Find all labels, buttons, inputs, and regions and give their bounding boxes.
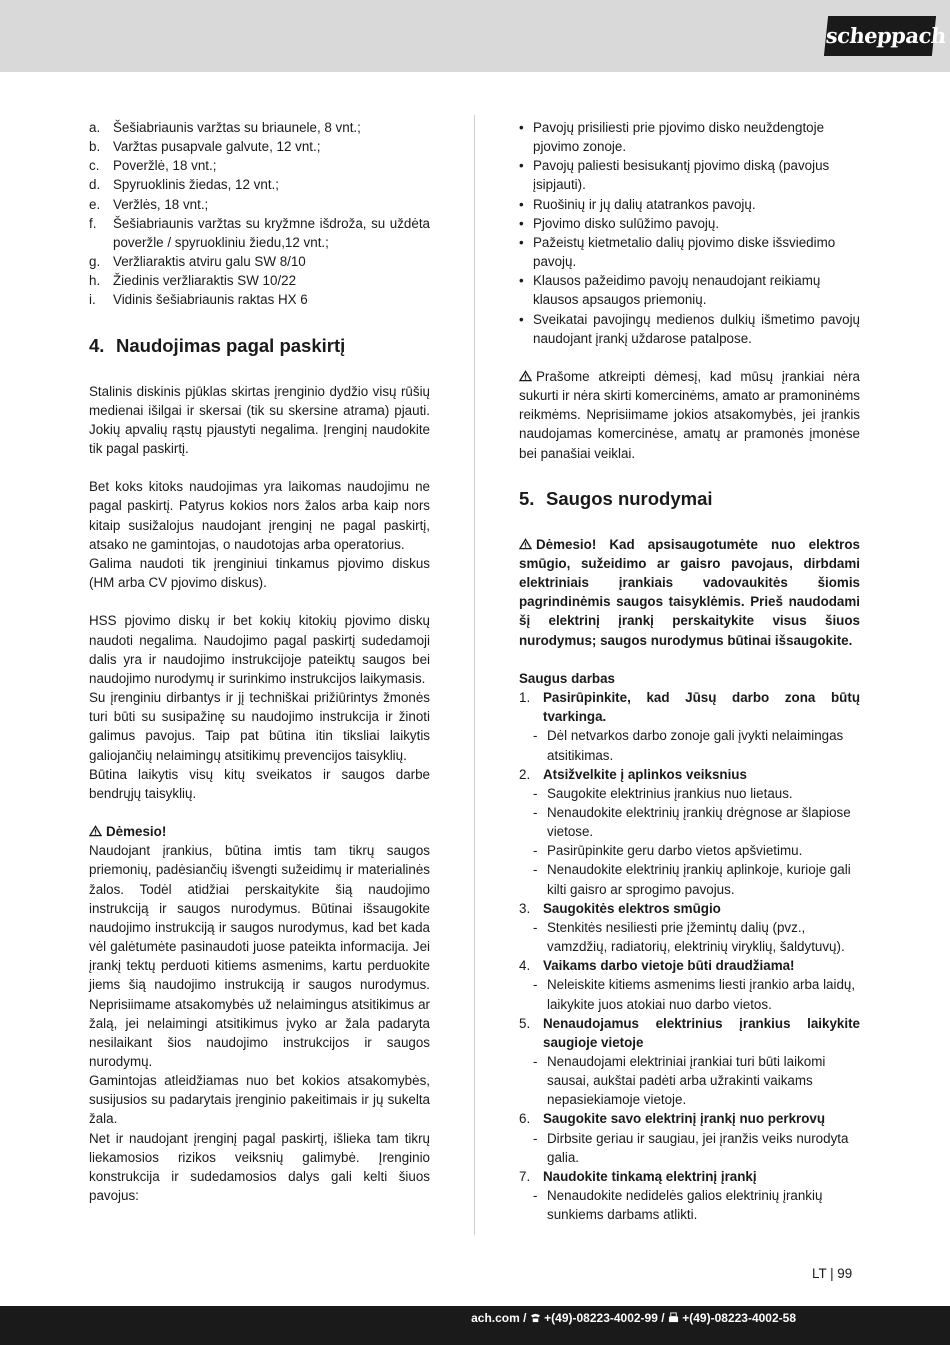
list-item: e. Veržlės, 18 vnt.; — [89, 196, 209, 212]
step-detail: - Nenaudokite nedidelės galios elektrinių įrankių sunkiems darbams atlikti. — [533, 1188, 823, 1223]
step-title: 3. Saugokitės elektros smūgio — [519, 900, 721, 916]
list-item: • Sveikatai pavojingų medienos dulkių išmetimo pavojų naudojant įrankį uždarose patalpose. — [519, 311, 860, 346]
paragraph: Net ir naudojant įrenginį pagal paskirtį, išlieka tam tikrų liekamosios rizikos veiksnių galimybė. Įrenginio konstrukcija ir sudedamosios dalys gali kelti šiuos pavojus: — [89, 1130, 430, 1204]
list-item: • Pavojų prisiliesti prie pjovimo disko neuždengtoje pjovimo zonoje. — [519, 120, 825, 155]
step-detail: - Saugokite elektrinius įrankius nuo lietaus. — [533, 785, 793, 801]
step-detail: - Dėl netvarkos darbo zonoje gali įvykti nelaimingas atsitikimas. — [533, 728, 844, 763]
list-item: f. Šešiabriaunis varžtas su kryžmne išdroža, su uždėta poveržle / spyruokliniu žiedu,12 vnt.; — [89, 215, 430, 250]
warning-triangle-icon — [519, 538, 532, 550]
list-item: • Klausos pažeidimo pavojų nenaudojant reikiamų klausos apsaugos priemonių. — [519, 273, 821, 308]
step-detail: - Nenaudokite elektrinių įrankių aplinkoje, kurioje gali kilti gaisro ar sprogimo pavojus. — [533, 862, 851, 897]
paragraph: Būtina laikytis visų kitų sveikatos ir saugos darbe bendrųjų taisyklių. — [89, 766, 430, 801]
step-title: 2. Atsižvelkite į aplinkos veiksnius — [519, 766, 747, 782]
notice-paragraph: Prašome atkreipti dėmesį, kad mūsų įrankiai nėra sukurti ir nėra skirti komercinėms, amato ar pramoninėms reikmėms. Neprisiimame jokios atsakomybės, jei įrankis naudojamas komercinėse, amatų ar pramonės įmonėse bei panašiai veiklai. — [519, 369, 860, 461]
list-item: • Pavojų paliesti besisukantį pjovimo diską (pavojus įsipjauti). — [519, 158, 830, 193]
attention-paragraph: Dėmesio! Kad apsisaugotumėte nuo elektros smūgio, sužeidimo ar gaisro pavojaus, dirbdami elektriniais įrankiais vadovaukitės šiomis pagrindinėmis saugos taisyklėmis. Prieš naudodami šį elektrinį įrankį perskaitykite visus šiuos nurodymus; saugos nurodymus būtinai išsaugokite. — [519, 536, 860, 648]
safe-work-subheading: Saugus darbas — [519, 670, 615, 686]
paragraph: Gamintojas atleidžiamas nuo bet kokios atsakomybės, susijusios su padarytais įrenginio pakeitimais ir jų sukelta žala. — [89, 1073, 430, 1127]
right-column — [519, 118, 860, 1224]
paragraph: Su įrenginiu dirbantys ir jį techniškai prižiūrintys žmonės turi būti su susipažinę su naudojimo instrukcija ir žinoti galimus pavojus. Taip pat būtina itin tiksliai laikytis galiojančių nelaimingų atsitikimų prevencijos taisyklių. — [89, 690, 430, 763]
step-detail: - Nenaudokite elektrinių įrankių drėgnose ar šlapiose vietose. — [533, 804, 851, 840]
safety-steps — [519, 688, 860, 1224]
step-detail: - Neleiskite kitiems asmenims liesti įrankio arba laidų, laikykite juos atokiai nuo darbo vietos. — [533, 977, 856, 1012]
step-detail: - Stenkitės nesiliesti prie įžemintų dalių (pvz., vamzdžių, radiatorių, elektrinių viryklių, šaldytuvų). — [533, 919, 845, 955]
parts-list — [89, 118, 430, 310]
paragraph: Stalinis diskinis pjūklas skirtas įrenginio dydžio visų rūšių medienai išilgai ir skersai (tik su skersine atrama) pjauti. Jokių apvalių rąstų pjaustyti negalima. Įrenginį naudokite tik pagal paskirtį. — [89, 383, 430, 457]
list-item: h. Žiedinis veržliaraktis SW 10/22 — [89, 273, 297, 289]
paragraph: Galima naudoti tik įrenginiui tinkamus pjovimo diskus (HM arba CV pjovimo diskus). — [89, 555, 430, 591]
warning-title: Dėmesio! — [89, 822, 430, 841]
header-bar — [0, 0, 950, 72]
list-item: • Pjovimo disko sulūžimo pavojų. — [519, 215, 720, 231]
step-title: 4. Vaikams darbo vietoje būti draudžiama! — [519, 958, 795, 974]
list-item: a. Šešiabriaunis varžtas su briaunele, 8 vnt.; — [89, 120, 361, 135]
step-detail: - Pasirūpinkite geru darbo vietos apšvietimu. — [533, 843, 803, 859]
step-title: 5. Nenaudojamus elektrinius įrankius laikykite saugioje vietoje — [519, 1015, 860, 1050]
list-item: b. Varžtas pusapvale galvute, 12 vnt.; — [89, 139, 321, 155]
list-item: c. Poveržlė, 18 vnt.; — [89, 158, 217, 174]
step-title: 6. Saugokite savo elektrinį įrankį nuo perkrovų — [519, 1111, 826, 1127]
column-divider — [474, 115, 475, 1235]
step-detail: - Nenaudojami elektriniai įrankiai turi būti laikomi sausai, aukštai padėti arba užrakinti vaikams nepasiekiamoje vietoje. — [533, 1054, 826, 1108]
footer-contact: ach.com / +(49)-08223-4002-99 / +(49)-08223-4002-58 — [471, 1311, 796, 1325]
page-number: LT | 99 — [812, 1266, 853, 1281]
section-5-heading: 5. Saugos nurodymai — [519, 487, 713, 509]
section-4-heading: 4. Naudojimas pagal paskirtį — [89, 334, 346, 356]
step-detail: - Dirbsite geriau ir saugiau, jei įranžis veiks nurodyta galia. — [533, 1130, 849, 1165]
left-column — [89, 118, 430, 1205]
phone-icon — [530, 1312, 541, 1323]
list-item: i. Vidinis šešiabriaunis raktas HX 6 — [89, 292, 308, 308]
list-item: g. Veržliaraktis atviru galu SW 8/10 — [89, 254, 306, 270]
scheppach-logo: scheppach — [824, 16, 936, 56]
warning-triangle-icon — [89, 825, 102, 837]
paragraph: Naudojant įrankius, būtina imtis tam tikrų saugos priemonių, padėsiančių išvengti sužeidimų ir materialinės žalos. Todėl atidžiai perskaitykite šią naudojimo instrukciją ir saugos nurodymus. Būtinai išsaugokite naudojimo instrukciją ir saugos nurodymus, kad bet kada vėl galėtumėte pasinaudoti juose pateikta informacija. Jei įrankį tektų perduoti kitiems asmenims, kartu perduokite jiems šią naudojimo instrukciją ir saugos nurodymus. Neprisiimame atsakomybės už nelaimingus atsitikimus ar žalą, jei nelaimingi atsitikimus įvyko ar žala padaryta nesilaikant šios naudojimo instrukcijos ir saugos nurodymų. — [89, 843, 430, 1069]
paragraph: HSS pjovimo diskų ir bet kokių kitokių pjovimo diskų naudoti negalima. Naudojimo pagal paskirtį sudedamoji dalis yra ir naudojimo instrukcijoje pateiktų saugos bei naudojimo nurodymų ir surinkimo instrukcijos laikymasis. — [89, 613, 430, 686]
step-title: 7. Naudokite tinkamą elektrinį įrankį — [519, 1168, 757, 1184]
list-item: • Ruošinių ir jų dalių atatrankos pavojų. — [519, 196, 756, 212]
warning-triangle-icon — [519, 370, 532, 382]
fax-icon — [668, 1312, 679, 1323]
paragraph: Bet koks kitoks naudojimas yra laikomas naudojimu ne pagal paskirtį. Patyrus kokios nors žalos arba kaip nors kitaip susižalojus naudojant įrenginį ne pagal paskirtį, atsako ne gamintojas, o naudotojas arba operatorius. — [89, 479, 430, 552]
list-item: • Pažeistų kietmetalio dalių pjovimo diske išsviedimo pavojų. — [519, 234, 836, 270]
list-item: d. Spyruoklinis žiedas, 12 vnt.; — [89, 177, 279, 193]
hazard-list — [519, 118, 860, 348]
step-title: 1. Pasirūpinkite, kad Jūsų darbo zona būtų tvarkinga. — [519, 690, 860, 725]
